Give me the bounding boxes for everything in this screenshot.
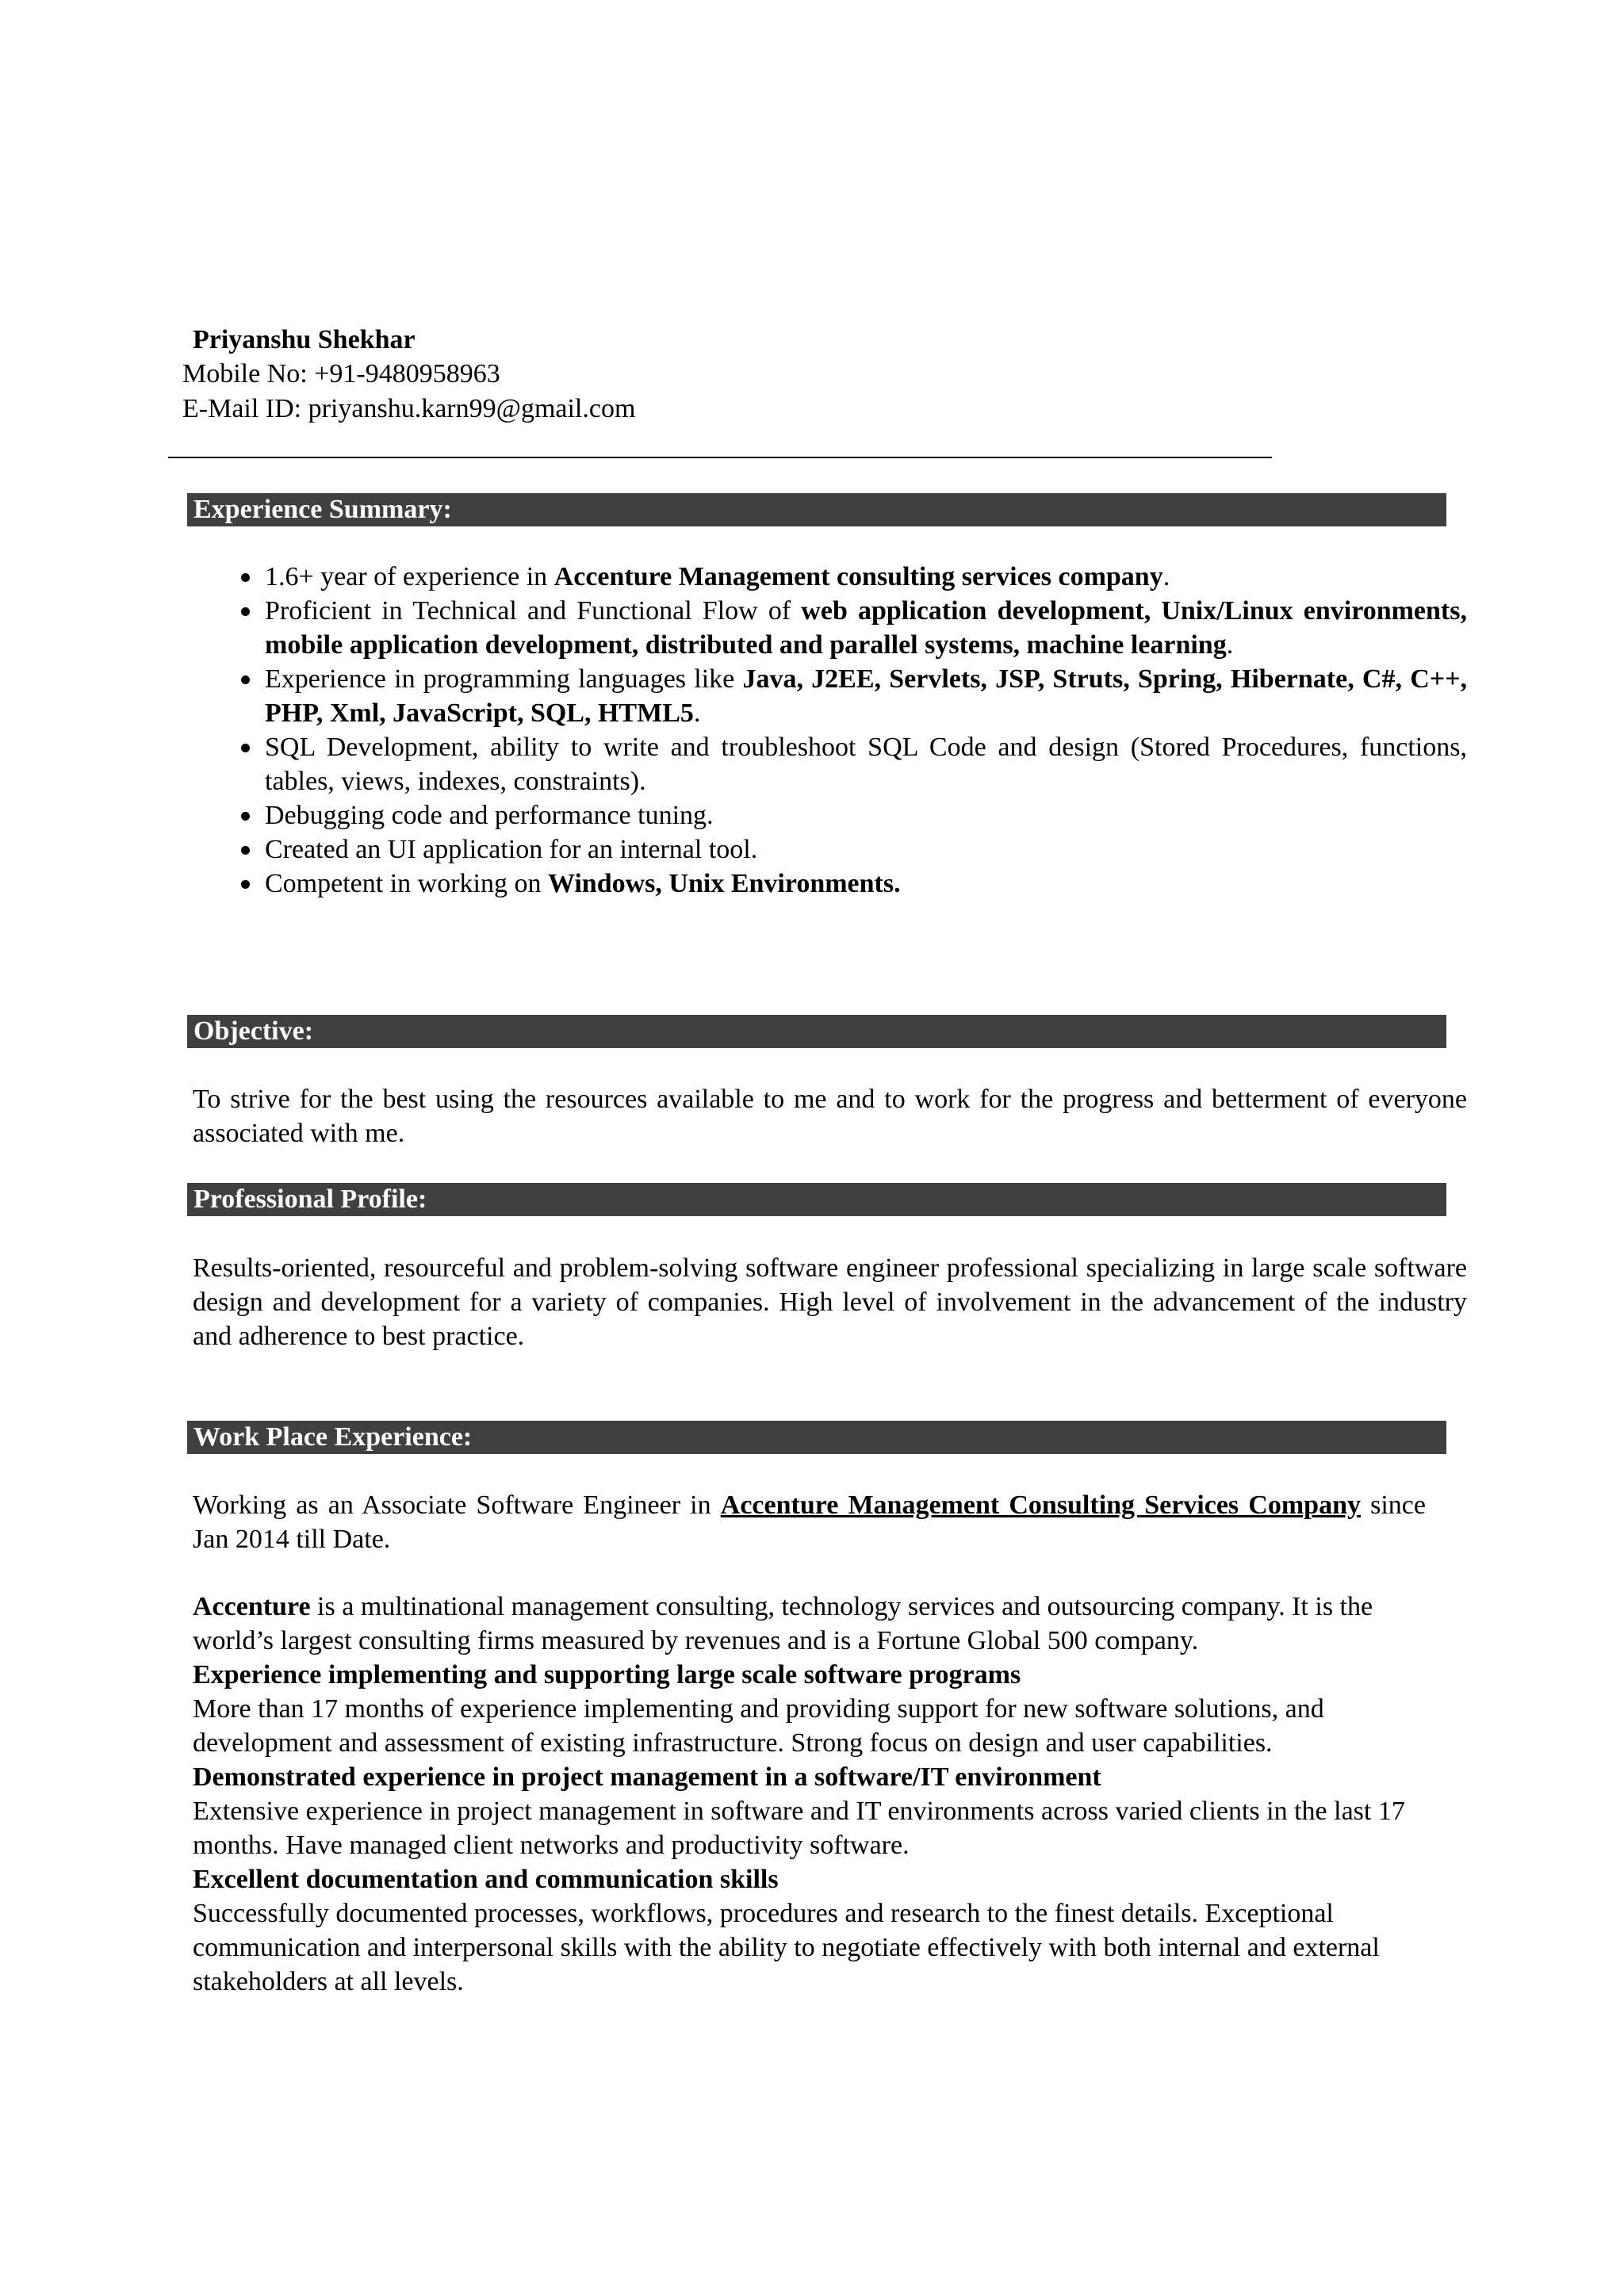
list-item: Competent in working on Windows, Unix Environments. [238, 867, 1467, 901]
list-item: Debugging code and performance tuning. [238, 798, 1467, 832]
objective-text: To strive for the best using the resources available to me and to work for the progress and betterment of everyone associated with me. [193, 1085, 1467, 1148]
list-item: Created an UI application for an internal tool. [238, 832, 1467, 867]
achievement-heading: Demonstrated experience in project management in a software/IT environment [193, 1762, 1101, 1792]
company-name: Accenture Management Consulting Services Company [720, 1490, 1361, 1520]
list-item: SQL Development, ability to write and troubleshoot SQL Code and design (Stored Procedures, functions, tables, views, indexes, constraints). [238, 730, 1467, 798]
achievement-heading: Experience implementing and supporting large scale software programs [193, 1660, 1021, 1689]
candidate-name: Priyanshu Shekhar [193, 325, 416, 354]
achievement-heading: Excellent documentation and communication skills [193, 1865, 779, 1894]
professional-profile-heading: Professional Profile: [187, 1183, 1446, 1216]
list-item: 1.6+ year of experience in Accenture Management consulting services company. [238, 560, 1467, 594]
achievement-text: More than 17 months of experience implementing and providing support for new software solutions, and development and assessment of existing infrastructure. Strong focus on design and user capabilities. [193, 1694, 1324, 1758]
professional-profile-text: Results-oriented, resourceful and problem-solving software engineer professional specializing in large scale software design and development for a variety of companies. High level of involvement in the advancement of the industry and adherence to best practice. [193, 1253, 1467, 1351]
mobile-number: Mobile No: +91-9480958963 [182, 359, 500, 388]
achievement-text: Successfully documented processes, workflows, procedures and research to the finest details. Exceptional communication and interpersonal skills with the ability to negotiate effectively with both internal and external stakeholders at all levels. [193, 1899, 1380, 1996]
current-role: Working as an Associate Software Engineer in Accenture Management Consulting Services Company since Jan 2014 till Date. [193, 1490, 1426, 1554]
achievement-text: Extensive experience in project management in software and IT environments across varied clients in the last 17 months. Have managed client networks and productivity software. [193, 1797, 1405, 1860]
objective-heading: Objective: [187, 1015, 1446, 1048]
email-address: E-Mail ID: priyanshu.karn99@gmail.com [182, 394, 636, 423]
list-item: Proficient in Technical and Functional Flow of web application development, Unix/Linux environments, mobile application development, distributed and parallel systems, machine learning. [238, 594, 1467, 662]
header-divider [168, 457, 1272, 458]
work-experience-heading: Work Place Experience: [187, 1421, 1446, 1454]
company-about: Accenture is a multinational management consulting, technology services and outsourcing company. It is the world’s largest consulting firms measured by revenues and is a Fortune Global 500 company. [193, 1592, 1373, 1655]
experience-summary-heading: Experience Summary: [187, 493, 1446, 526]
experience-summary-list [238, 560, 1467, 901]
list-item: Experience in programming languages like Java, J2EE, Servlets, JSP, Struts, Spring, Hibernate, C#, C++, PHP, Xml, JavaScript, SQL, HTML5. [238, 662, 1467, 730]
achievements [193, 1658, 1446, 1999]
